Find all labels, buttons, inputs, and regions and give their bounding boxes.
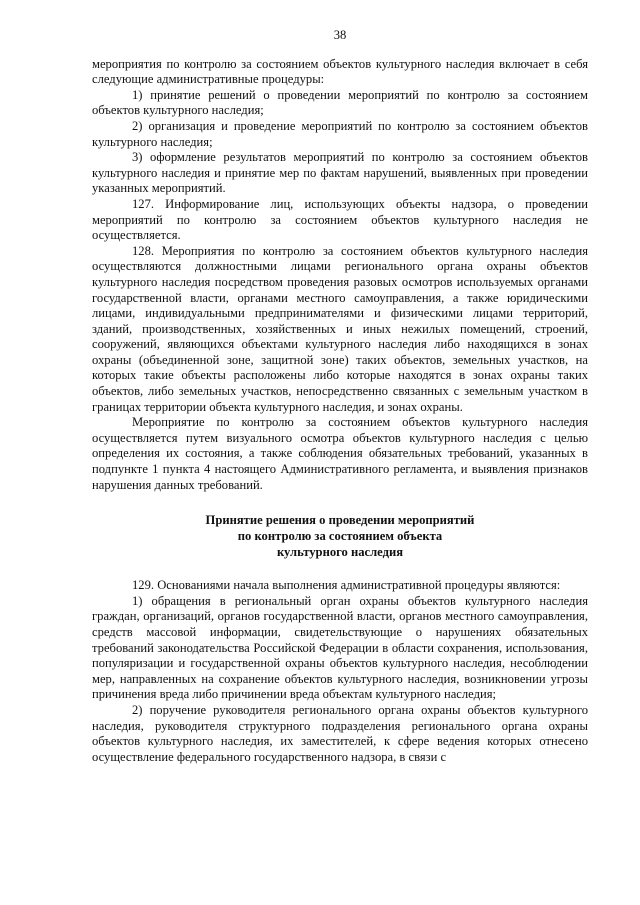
section-heading-line: Принятие решения о проведении мероприятий bbox=[205, 513, 475, 528]
body-text-bottom bbox=[92, 578, 588, 765]
paragraph: 1) принятие решений о проведении мероприятий по контролю за состоянием объектов культурного наследия; bbox=[92, 87, 588, 118]
paragraph: мероприятия по контролю за состоянием объектов культурного наследия включает в себя следующие административные процедуры: bbox=[92, 56, 588, 87]
section-heading-line: по контролю за состоянием объекта bbox=[237, 529, 443, 544]
paragraph: 128. Мероприятия по контролю за состоянием объектов культурного наследия осуществляются должностными лицами регионального органа охраны объектов культурного наследия посредством проведения разовых осмотров используемых органами государственной власти, органами местного самоуправления, а также юридическими лицами, индивидуальными предпринимателями и физическими лицами территорий, зданий, производственных, хозяйственных и иных нежилых помещений, строений, сооружений, являющихся объектами культурного наследия либо находящихся в зонах охраны (объединенной зоне, защитной зоне) таких объектов, земельных участков, на которых такие объекты расположены либо которые находятся в зонах охраны таких объектов, либо земельных участков, непосредственно связанных с земельным участком в границах территории объекта культурного наследия, и зонах охраны. bbox=[92, 243, 588, 414]
paragraph: 3) оформление результатов мероприятий по контролю за состоянием объектов культурного наследия и принятие мер по фактам нарушений, выявленных при проведении указанных мероприятий. bbox=[92, 150, 588, 196]
paragraph: 129. Основаниями начала выполнения административной процедуры являются: bbox=[132, 578, 561, 593]
page-number: 38 bbox=[333, 28, 347, 42]
paragraph: 127. Информирование лиц, использующих объекты надзора, о проведении мероприятий по контролю за состоянием объектов культурного наследия не осуществляется. bbox=[92, 196, 588, 243]
section-heading-line: культурного наследия bbox=[276, 545, 404, 560]
paragraph: 2) поручение руководителя регионального органа охраны объектов культурного наследия, руководителя структурного подразделения регионального органа охраны объектов культурного наследия, их заместителей, к сфере ведения которых отнесено осуществление федерального государственного надзора, в связи с bbox=[92, 702, 588, 764]
paragraph: Мероприятие по контролю за состоянием объектов культурного наследия осуществляется путем визуального осмотра объектов культурного наследия с целью определения их состояния, а также соблюдения обязательных требований, указанных в подпункте 1 пункта 4 настоящего Административного регламента, и выявления признаков нарушения данных требований. bbox=[92, 415, 588, 492]
paragraph: 1) обращения в региональный орган охраны объектов культурного наследия граждан, организаций, органов государственной власти, органов местного самоуправления, средств массовой информации, свидетельствующие о нарушениях обязательных требований законодательства Российской Федерации в области сохранения, использования, популяризации и государственной охраны объектов культурного наследия, несоблюдении мер, направленных на сохранение объектов культурного наследия, возникновении угрозы причинения вреда либо причинении вреда объектам культурного наследия; bbox=[92, 593, 588, 702]
section-heading bbox=[92, 512, 588, 560]
body-text-top bbox=[92, 57, 588, 494]
paragraph: 2) организация и проведение мероприятий по контролю за состоянием объектов культурного наследия; bbox=[92, 118, 588, 149]
